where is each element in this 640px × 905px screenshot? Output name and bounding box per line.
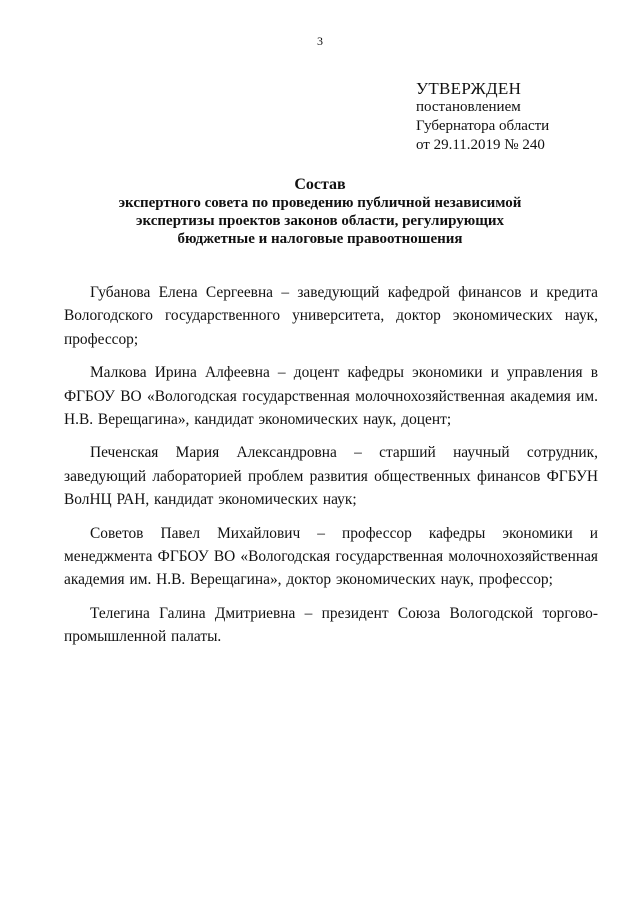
approval-line-1: постановлением [416, 99, 521, 115]
document-title [70, 176, 570, 248]
approval-heading: УТВЕРЖДЕН [416, 79, 522, 98]
member-paragraph: Малкова Ирина Алфеевна – доцент кафедры экономики и управления в ФГБОУ ВО «Вологодская государственная молочнохозяйственная академия им. Н.В. Верещагина», кандидат экономических наук, доцент; [64, 364, 598, 429]
page-number: 3 [317, 34, 323, 48]
member-paragraph: Печенская Мария Александровна – старший научный сотрудник, заведующий лабораторией проблем развития общественных финансов ФГБУН ВолНЦ РАН, кандидат экономических наук; [64, 444, 598, 509]
title-line-1: экспертного совета по проведению публичной независимой [118, 195, 522, 211]
approval-line-2: Губернатора области [416, 118, 550, 134]
approval-stamp [416, 79, 549, 155]
title-line-2: экспертизы проектов законов области, регулирующих [136, 213, 504, 229]
approval-line-3: от 29.11.2019 № 240 [416, 137, 545, 153]
title-line-3: бюджетные и налоговые правоотношения [177, 231, 463, 247]
member-paragraph: Телегина Галина Дмитриевна – президент Союза Вологодской торгово-промышленной палаты. [64, 604, 598, 646]
member-paragraph: Губанова Елена Сергеевна – заведующий кафедрой финансов и кредита Вологодского государственного университета, доктор экономических наук, профессор; [64, 284, 598, 348]
members-list [64, 281, 598, 659]
member-paragraph: Советов Павел Михайлович – профессор кафедры экономики и менеджмента ФГБОУ ВО «Вологодская государственная молочнохозяйственная академия им. Н.В. Верещагина», доктор экономических наук, профессор; [64, 524, 598, 589]
title-main: Состав [294, 176, 346, 193]
